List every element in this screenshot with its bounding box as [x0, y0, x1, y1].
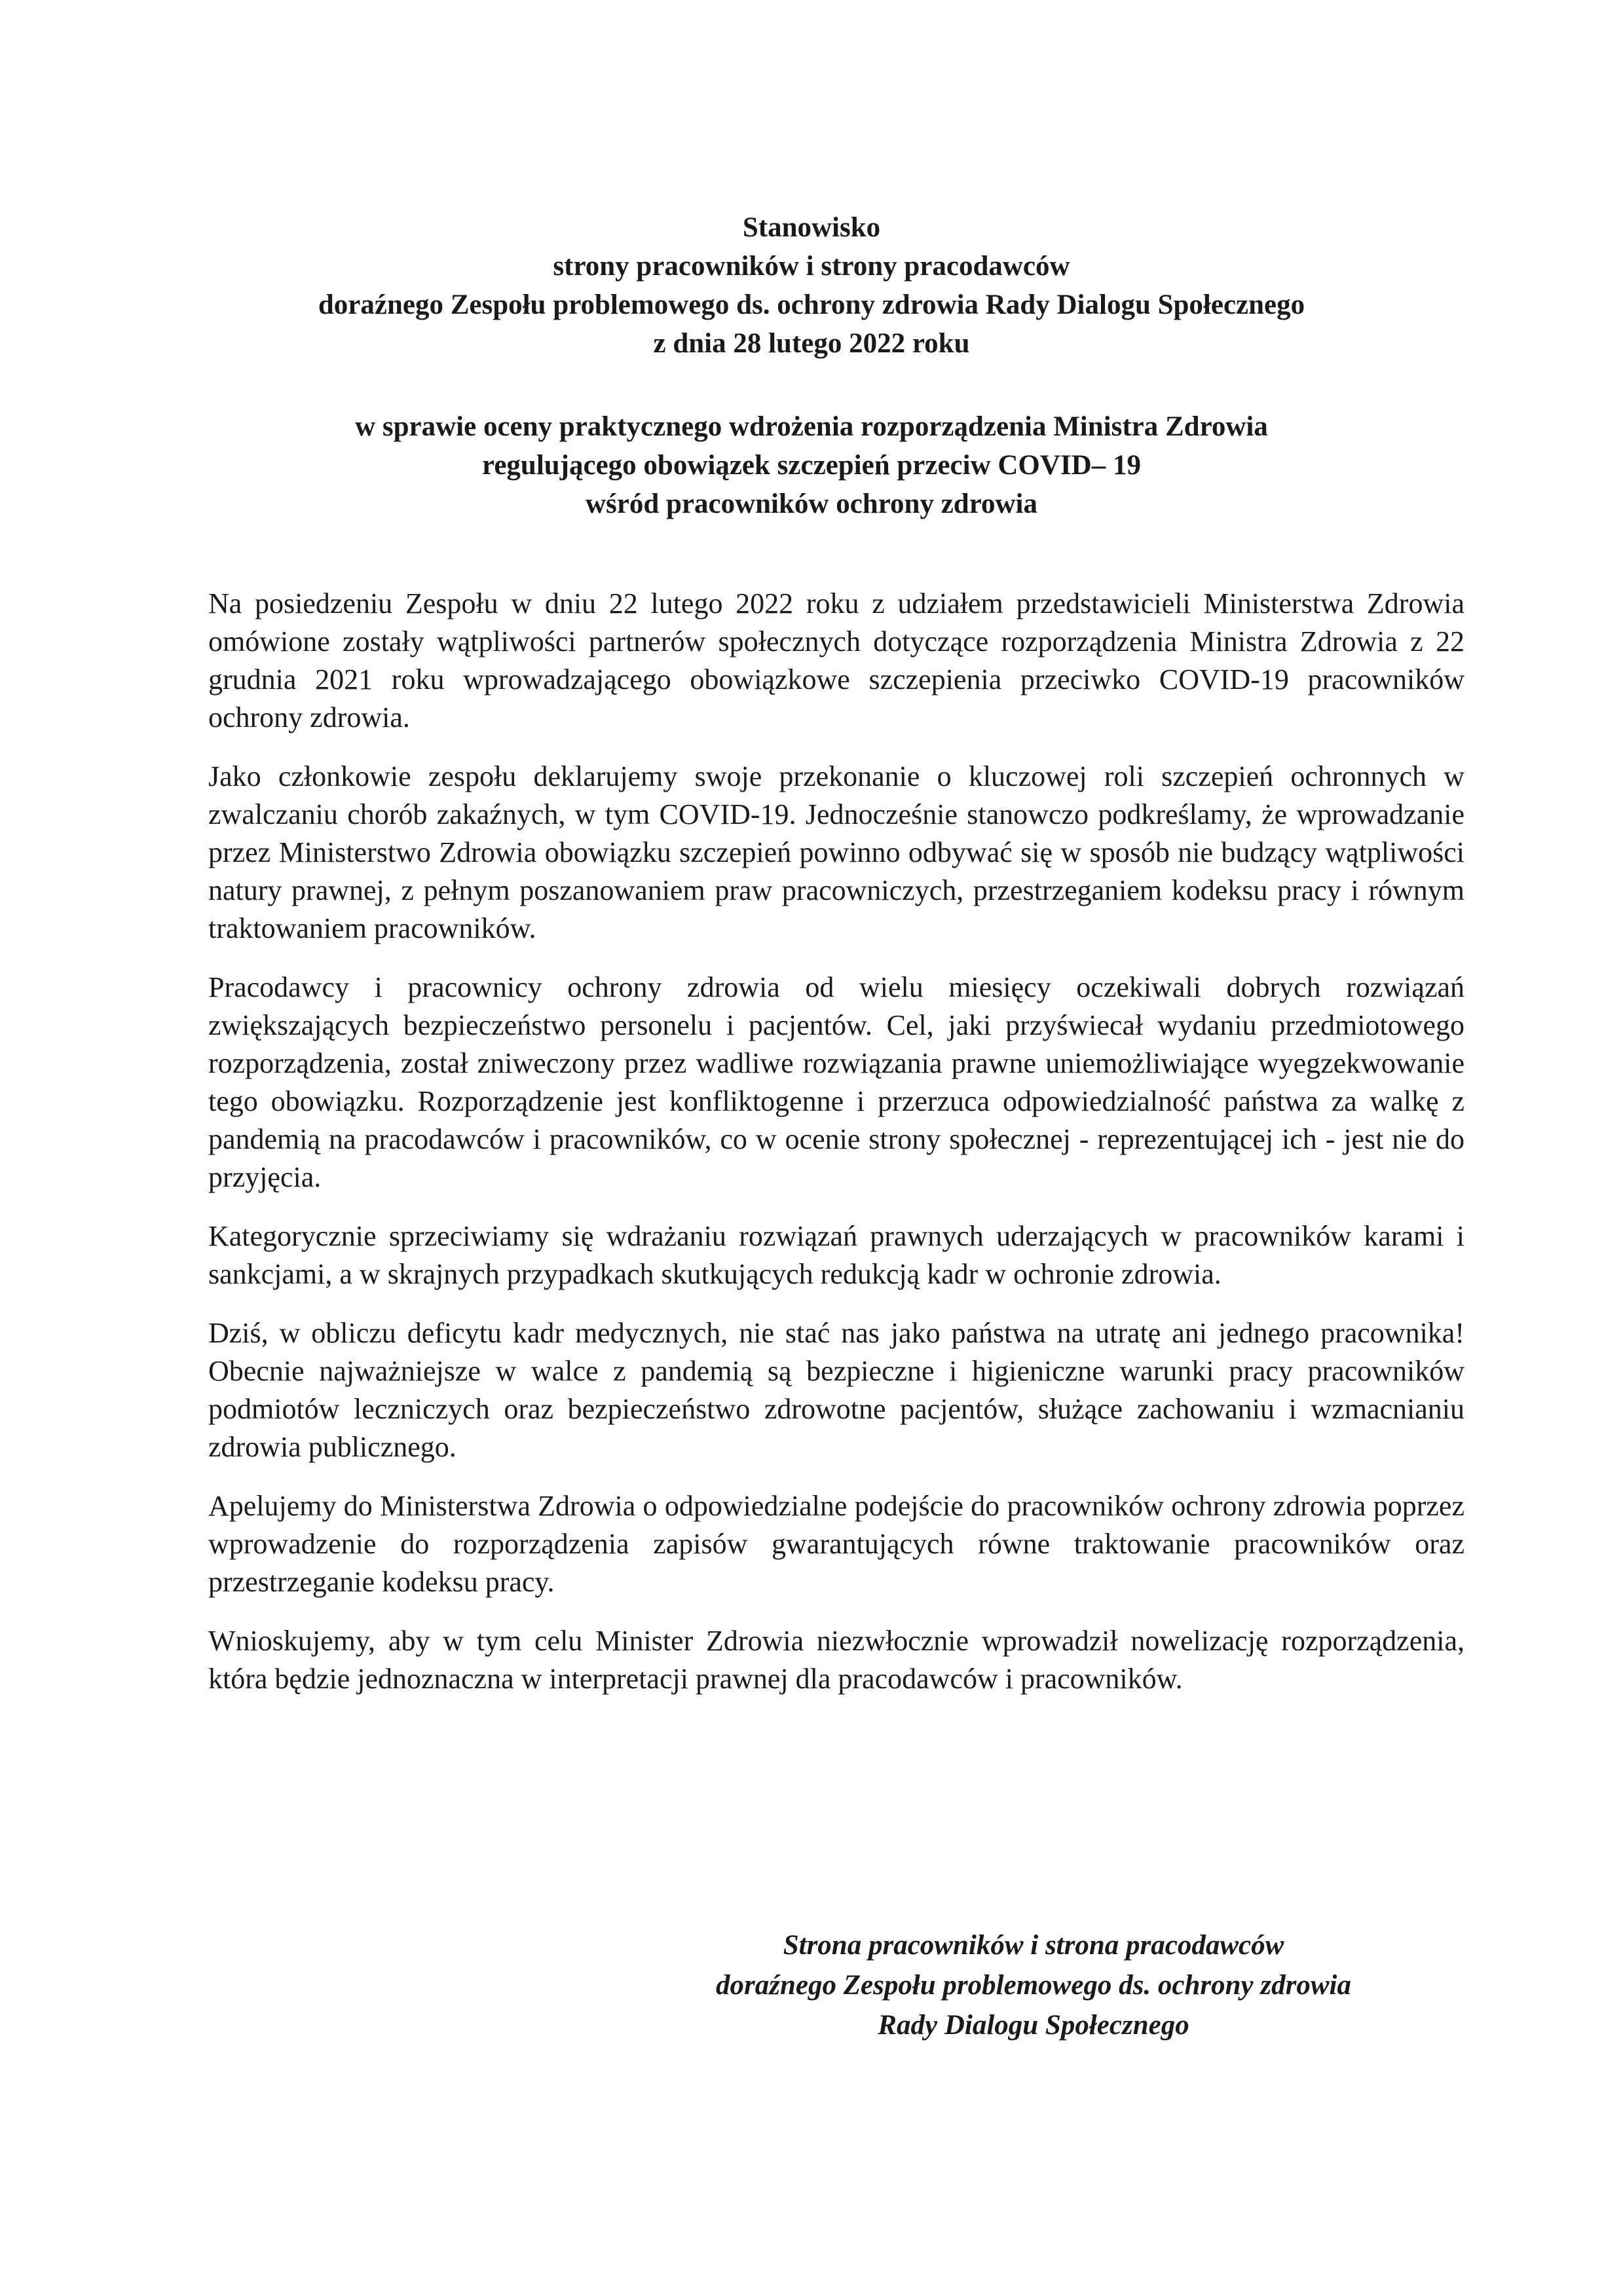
body-paragraph: Apelujemy do Ministerstwa Zdrowia o odpowiedzialne podejście do pracowników ochrony zdrowia poprzez wprowadzenie do rozporządzenia zapisów gwarantujących równe traktowanie pracowników oraz przestrzeganie kodeksu pracy. — [208, 1490, 1464, 1598]
document-heading — [131, 208, 1492, 363]
subject-line-2: regulującego obowiązek szczepień przeciw COVID– 19 — [482, 450, 1141, 481]
signature-line-1: Strona pracowników i strona pracodawców — [783, 1930, 1284, 1961]
body-paragraph: Wnioskujemy, aby w tym celu Minister Zdrowia niezwłocznie wprowadził nowelizację rozporządzenia, która będzie jednoznaczna w interpretacji prawnej dla pracodawców i pracowników. — [208, 1625, 1464, 1695]
signature-block — [655, 1925, 1412, 2045]
heading-date: z dnia 28 lutego 2022 roku — [653, 328, 970, 359]
body-paragraph: Dziś, w obliczu deficytu kadr medycznych, nie stać nas jako państwa na utratę ani jednego pracownika! Obecnie najważniejsze w walce z pandemią są bezpieczne i higieniczne warunki pracy pracowników podmiotów leczniczych oraz bezpieczeństwo zdrowotne pacjentów, służące zachowaniu i wzmacnianiu zdrowia publicznego. — [208, 1317, 1464, 1463]
body-paragraph: Jako członkowie zespołu deklarujemy swoje przekonanie o kluczowej roli szczepień ochronnych w zwalczaniu chorób zakaźnych, w tym COVID-19. Jednocześnie stanowczo podkreślamy, że wprowadzanie przez Ministerstwo Zdrowia obowiązku szczepień powinno odbywać się w sposób nie budzący wątpliwości natury prawnej, z pełnym poszanowaniem praw pracowniczych, przestrzeganiem kodeksu pracy i równym traktowaniem pracowników. — [208, 760, 1464, 944]
subject-line-3: wśród pracowników ochrony zdrowia — [585, 489, 1038, 519]
body-paragraph: Na posiedzeniu Zespołu w dniu 22 lutego 2022 roku z udziałem przedstawicieli Ministerstwa Zdrowia omówione zostały wątpliwości partnerów społecznych dotyczące rozporządzenia Ministra Zdrowia z 22 grudnia 2021 roku wprowadzającego obowiązkowe szczepienia przeciwko COVID-19 pracowników ochrony zdrowia. — [208, 587, 1464, 733]
body-paragraph: Pracodawcy i pracownicy ochrony zdrowia od wielu miesięcy oczekiwali dobrych rozwiązań zwiększających bezpieczeństwo personelu i pacjentów. Cel, jaki przyświecał wydaniu przedmiotowego rozporządzenia, został zniweczony przez wadliwe rozwiązania prawne uniemożliwiające wyegzekwowanie tego obowiązku. Rozporządzenie jest konfliktogenne i przerzuca odpowiedzialność państwa za walkę z pandemią na pracodawców i pracowników, co w ocenie strony społecznej - reprezentującej ich - jest nie do przyjęcia. — [208, 971, 1464, 1193]
document-subject — [131, 407, 1492, 523]
signature-line-3: Rady Dialogu Społecznego — [878, 2010, 1189, 2041]
subject-line-1: w sprawie oceny praktycznego wdrożenia rozporządzenia Ministra Zdrowia — [355, 411, 1268, 442]
body-paragraph: Kategorycznie sprzeciwiamy się wdrażaniu rozwiązań prawnych uderzających w pracowników karami i sankcjami, a w skrajnych przypadkach skutkujących redukcją kadr w ochronie zdrowia. — [208, 1220, 1464, 1290]
heading-team: doraźnego Zespołu problemowego ds. ochrony zdrowia Rady Dialogu Społecznego — [318, 289, 1305, 320]
document-title: Stanowisko — [742, 212, 881, 243]
document-body — [208, 585, 1464, 1719]
signature-line-2: doraźnego Zespołu problemowego ds. ochrony zdrowia — [716, 1970, 1351, 2001]
heading-parties: strony pracowników i strony pracodawców — [553, 251, 1070, 282]
